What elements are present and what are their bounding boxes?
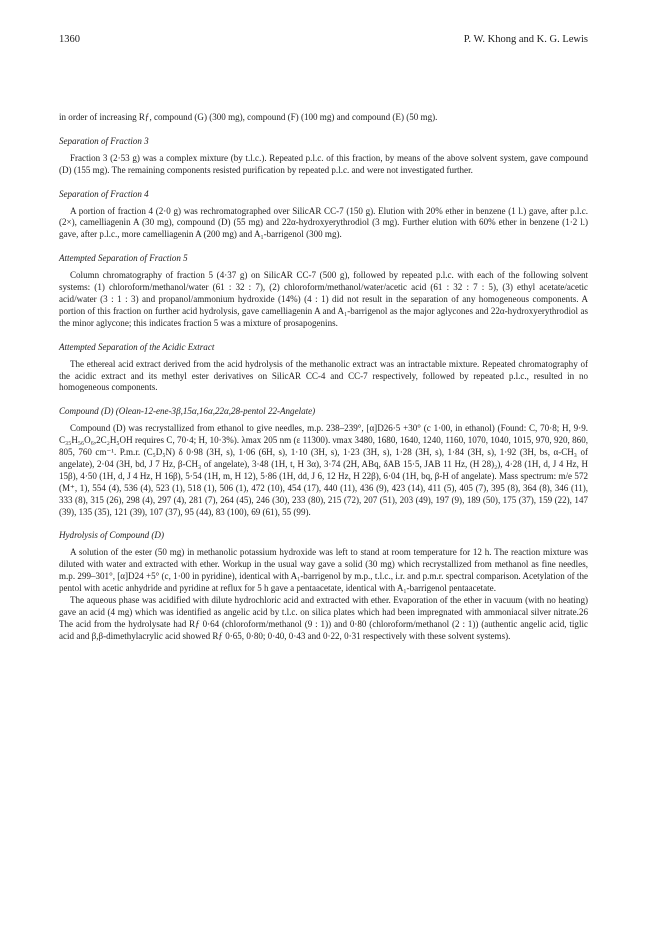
heading-separation-fraction-4: Separation of Fraction 4 [59,188,149,199]
paragraph-compound-d: Compound (D) was recrystallized from ethanol to give needles, m.p. 238–239°, [α]D26·5 +30° (c 1·00, in ethanol) (Found: C, 70·8; H, 9·9. C₃₅H₅₆O₆,2C₂H₅OH requires C, 70·4; H, 10·3%). λmax 205 nm (ε 11300). νmax 3480, 1680, 1640, 1240, 1160, 1070, 1040, 1015, 970, 920, 860, 805, 760 cm⁻¹. P.m.r. (C₅D₅N) δ 0·98 (3H, s), 1·06 (6H, s), 1·10 (3H, s), 1·23 (3H, s), 1·28 (3H, s), 1·84 (3H, s), 1·92 (3H, bs, α-CH₃ of angelate), 2·04 (3H, bd, J 7 Hz, β-CH₃ of angelate), 3·48 (1H, t, H 3α), 3·74 (2H, ABq, δAB 15·5, JAB 11 Hz, (H 28)₂), 4·28 (1H, d, J 4 Hz, H 15β), 4·50 (1H, d, J 4 Hz, H 16β), 5·54 (1H, m, H 12), 5·86 (1H, dd, J 6, 12 Hz, H 22β), 6·04 (1H, bq, β-H of angelate). Mass spectrum: m/e 572 (M⁺, 1), 554 (4), 536 (4), 523 (1), 518 (1), 506 (1), 472 (10), 454 (17), 440 (11), 436 (9), 423 (14), 411 (5), 405 (7), 395 (8), 364 (8), 346 (11), 333 (8), 315 (26), 298 (4), 297 (4), 281 (7), 264 (45), 246 (30), 233 (80), 215 (72), 207 (51), 203 (49), 197 (9), 189 (50), 175 (37), 159 (22), 147 (39), 135 (35), 121 (39), 107 (37), 95 (44), 83 (100), 69 (61), 55 (99). [59,423,588,517]
paragraph-fraction-4: A portion of fraction 4 (2·0 g) was rechromatographed over SilicAR CC-7 (150 g). Elution with 20% ether in benzene (1 l.) gave, after p.l.c. (2×), camelliagenin A (30 mg), compound (D) (55 mg) and 22α-hydroxyerythrodiol (3 mg). Further elution with 60% ether in benzene (1·2 l.) gave, after p.l.c., more camelliagenin A (200 mg) and A₁-barrigenol (300 mg). [59,205,588,240]
running-head-authors: P. W. Khong and K. G. Lewis [463,34,588,45]
paragraph-fraction-5: Column chromatography of fraction 5 (4·37 g) on SilicAR CC-7 (500 g), followed by repeated p.l.c. with each of the following solvent systems: (1) chloroform/methanol/water (61 : 32 : 7), (2) chloroform/methanol/water/acetic acid (61 : 32 : 7 : 5), (3) ethyl acetate/acetic acid/water (3 : 1 : 3) and propanol/ammonium hydroxide (14%) (4 : 1) did not result in the separation of any homogeneous components. A portion of this fraction on further acid hydrolysis, gave camelliagenin A and A₁-barrigenol as the major aglycones and 22α-hydroxyerythrodiol as the minor aglycone; this indicates fraction 5 was a mixture of prosapogenins. [59,270,588,328]
heading-acidic-extract: Attempted Separation of the Acidic Extract [59,341,215,352]
paragraph-hydrolysis-1: A solution of the ester (50 mg) in methanolic potassium hydroxide was left to stand at room temperature for 12 h. The reaction mixture was diluted with water and extracted with ether. Workup in the usual way gave a solid (30 mg) which recrystallized from methanol as fine needles, m.p. 299–301°, [α]D24 +5° (c, 1·00 in pyridine), identical with A₁-barrigenol by m.p., t.l.c., i.r. and p.m.r. spectral comparison. Acetylation of the pentol with acetic anhydride and pyridine at reflux for 5 h gave a pentaacetate, identical with A₁-barrigenol pentaacetate. [59,547,588,594]
page-number: 1360 [59,34,80,45]
paragraph-acidic-extract: The ethereal acid extract derived from the acid hydrolysis of the methanolic extract was an intractable mixture. Repeated chromatography of the acidic extract and its methyl ester derivatives on SilicAR CC-4 and CC-7 respectively, followed by repeated p.l.c., resulted in no homogeneous components. [59,358,588,393]
article-body [59,112,588,643]
heading-hydrolysis-compound-d: Hydrolysis of Compound (D) [59,530,164,541]
heading-attempted-separation-fraction-5: Attempted Separation of Fraction 5 [59,253,188,264]
paragraph-continued: in order of increasing Rƒ, compound (G) (300 mg), compound (F) (100 mg) and compound (E) (50 mg). [59,112,438,122]
paragraph-fraction-3: Fraction 3 (2·53 g) was a complex mixture (by t.l.c.). Repeated p.l.c. of this fraction, by means of the above solvent system, gave compound (D) (155 mg). The remaining components resisted purification by repeated p.l.c. and were not investigated further. [59,152,588,175]
heading-compound-d: Compound (D) (Olean-12-ene-3β,15α,16α,22α,28-pentol 22-Angelate) [59,406,316,417]
paragraph-hydrolysis-2: The aqueous phase was acidified with dilute hydrochloric acid and extracted with ether. Evaporation of the ether in vacuum (with no heating) gave an acid (4 mg) which was identified as angelic acid by t.l.c. on silica plates which had been impregnated with ammoniacal silver nitrate.26 The acid from the hydrolysate had Rƒ 0·64 (chloroform/methanol (9 : 1)) and 0·80 (chloroform/methanol (2 : 1)) (authentic angelic acid, tiglic acid and β,β-dimethylacrylic acid showed Rƒ 0·65, 0·80; 0·40, 0·43 and 0·22, 0·31 respectively with these solvent systems). [59,595,588,641]
heading-separation-fraction-3: Separation of Fraction 3 [59,135,149,146]
